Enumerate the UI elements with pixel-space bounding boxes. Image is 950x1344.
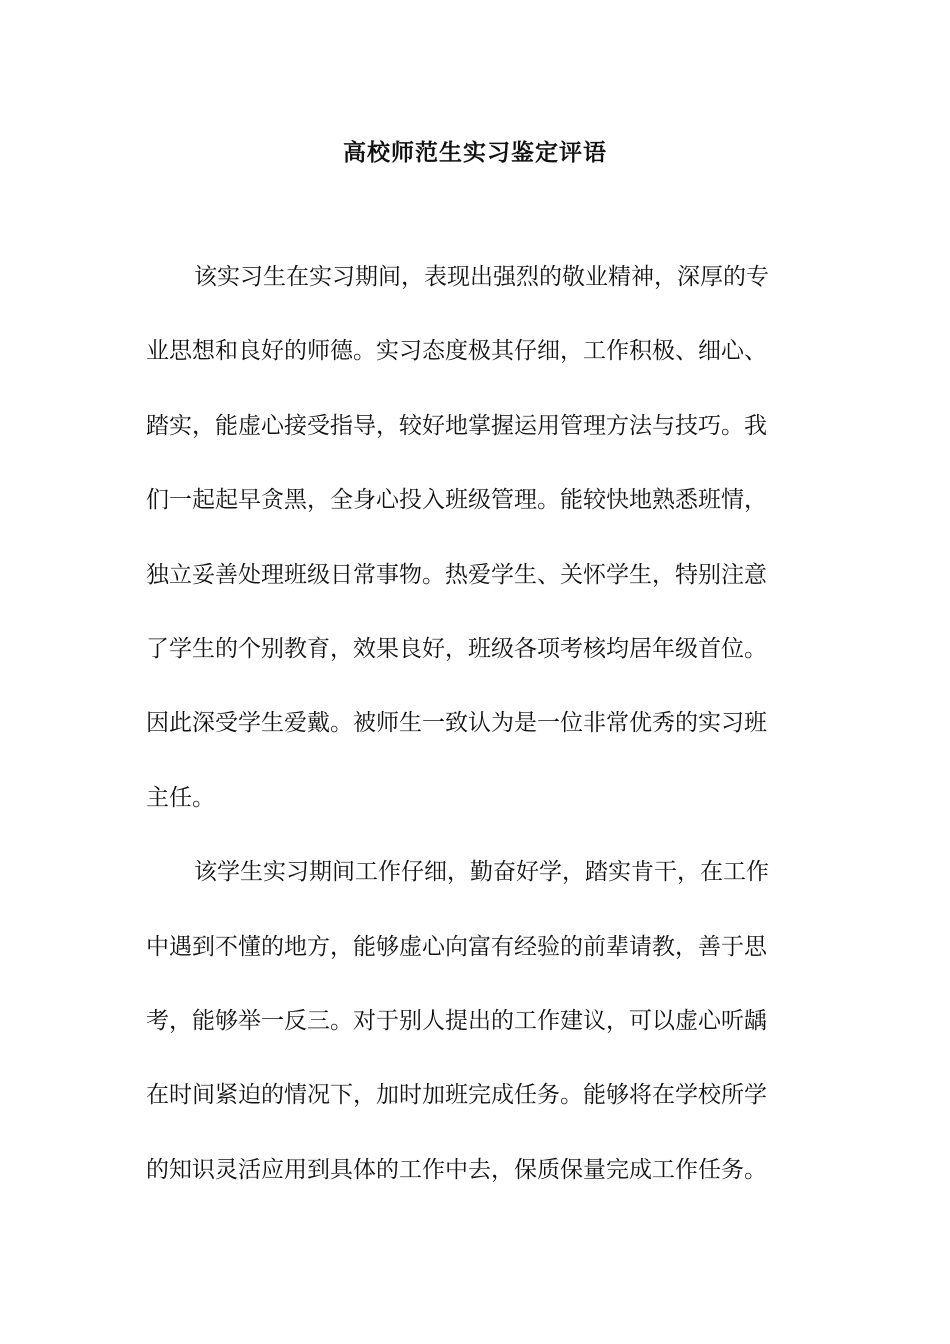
paragraph-line: 该实习生在实习期间，表现出强烈的敬业精神，深厚的专 xyxy=(194,264,769,290)
paragraph-line: 们一起起早贪黑，全身心投入班级管理。能较快地熟悉班情， xyxy=(146,487,767,514)
paragraph-line: 主任。 xyxy=(146,784,215,811)
paragraph-line: 考，能够举一反三。对于别人提出的工作建议，可以虚心听龋 xyxy=(146,1007,767,1034)
paragraph-line: 该学生实习期间工作仔细，勤奋好学，踏实肯干，在工作 xyxy=(194,859,769,886)
paragraph-line: 踏实，能虚心接受指导，较好地掌握运用管理方法与技巧。我 xyxy=(146,412,767,439)
paragraph-line: 了学生的个别教育，效果良好，班级各项考核均居年级首位。 xyxy=(146,635,767,662)
paragraph-line: 的知识灵活应用到具体的工作中去，保质保量完成工作任务。 xyxy=(146,1156,767,1183)
paragraph-line: 在时间紧迫的情况下，加时加班完成任务。能够将在学校所学 xyxy=(146,1082,767,1109)
paragraph-line: 业思想和良好的师德。实习态度极其仔细，工作积极、细心、 xyxy=(146,338,767,365)
paragraph-line: 中遇到不懂的地方，能够虚心向富有经验的前辈请教，善于思 xyxy=(146,933,767,960)
paragraph-2 xyxy=(146,850,806,1222)
document-body xyxy=(146,255,806,1222)
document-title: 高校师范生实习鉴定评语 xyxy=(343,139,607,166)
paragraph-line: 因此深受学生爱戴。被师生一致认为是一位非常优秀的实习班 xyxy=(146,710,767,737)
paragraph-line: 独立妥善处理班级日常事物。热爱学生、关怀学生，特别注意 xyxy=(146,561,767,588)
paragraph-1 xyxy=(146,255,806,850)
